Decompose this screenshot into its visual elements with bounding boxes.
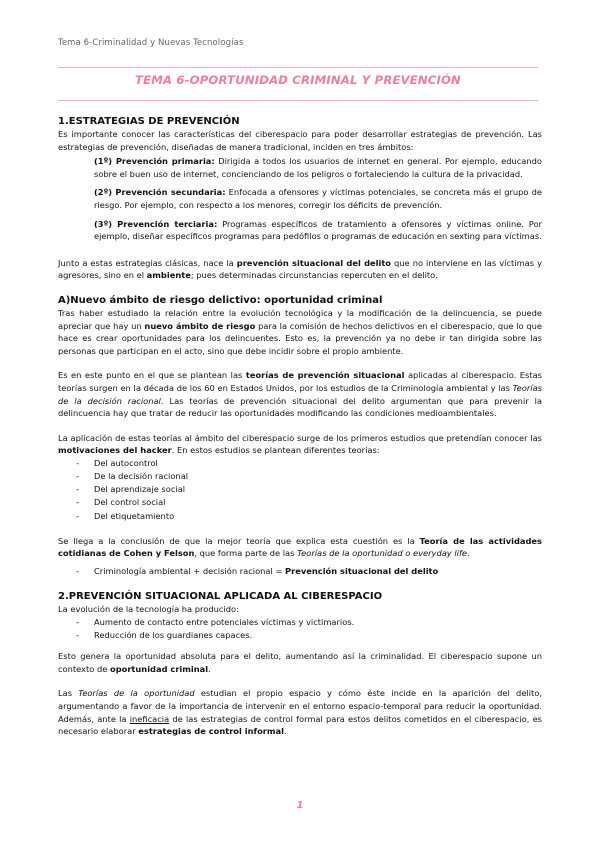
subsection-a-paragraph-4 bbox=[58, 535, 542, 560]
list-item: - Del control social bbox=[76, 496, 542, 509]
list-item: - Del etiquetamiento bbox=[76, 510, 542, 523]
section-2-paragraph-1 bbox=[58, 650, 542, 675]
prevention-primaria-text: Dirigida a todos los usuarios de internet en general. Por ejemplo, educando sobre el buen uso de internet, concienciando de los peligros o fortaleciendo la cultura de la privacidad. bbox=[94, 156, 542, 179]
formula-item bbox=[76, 565, 542, 578]
text-run: Es en este punto en el que se plantean las bbox=[58, 370, 246, 381]
text-run: que no interviene en las víctimas y agresores, sino en el bbox=[58, 257, 542, 281]
text-run: para la comisión de hechos delictivos en el ciberespacio, que lo que hace es crear oportunidades para los delincuentes. Esto es, la prevención ya no debe ir tan dirigida sobre las personas que participan en el acto, sino que debe incidir sobre el propio ambiente. bbox=[58, 320, 542, 356]
text-run-bold: motivaciones del hacker bbox=[58, 445, 172, 456]
formula-list bbox=[58, 565, 542, 578]
text-run-bold: estrategias de control informal bbox=[138, 726, 284, 737]
subsection-a-paragraph-2 bbox=[58, 369, 542, 419]
text-run: . Las teorías de prevención situacional del delito argumentan que para prevenir la delincuencia hay que tratar de reducir las oportunidades modificando las condiciones medioambientales. bbox=[58, 395, 542, 419]
prevention-secundaria bbox=[94, 186, 542, 211]
text-run: estudian el propio espacio y cómo éste incide en la aparición del delito, argumentando a favor de la importancia de intervenir en el entorno espacio-temporal para reducir la oportunidad. Además, ante la bbox=[58, 688, 543, 724]
document-title: TEMA 6-OPORTUNIDAD CRIMINAL Y PREVENCIÓN bbox=[135, 73, 461, 87]
text-run: , que forma parte de las bbox=[194, 548, 298, 559]
text-run: Criminología ambiental + decisión racional = bbox=[94, 566, 286, 577]
text-run: Las bbox=[58, 688, 79, 699]
text-run: Tras haber estudiado la relación entre la evolución tecnológica y la modificación de la delincuencia, se puede apreciar que hay un bbox=[58, 307, 542, 331]
section-1-heading: 1.ESTRATEGIAS DE PREVENCIÓN bbox=[58, 116, 240, 127]
text-run-bold: ambiente bbox=[146, 270, 191, 281]
prevention-terciaria-text: Programas específicos de tratamiento a ofensores y víctimas online. Por ejemplo, diseñar específicos programas para pedófilos o programas de educación en sexting para víctimas. bbox=[94, 218, 542, 242]
list-item: - Del autocontrol bbox=[76, 457, 542, 470]
prevention-primaria bbox=[94, 155, 542, 180]
theories-list bbox=[58, 457, 542, 523]
subsection-a-heading: A)Nuevo ámbito de riesgo delictivo: oportunidad criminal bbox=[58, 294, 383, 306]
subsection-a-paragraph-3 bbox=[58, 432, 542, 457]
text-run: Se llega a la conclusión de que la mejor teoría que explica esta cuestión es la bbox=[58, 535, 420, 546]
prevention-secundaria-label: (2º) Prevención secundaria: bbox=[94, 187, 226, 198]
effects-list bbox=[58, 616, 542, 642]
list-item: - Aumento de contacto entre potenciales víctimas y victimarios. bbox=[76, 616, 542, 629]
situational-prevention-paragraph bbox=[58, 257, 542, 282]
prevention-terciaria bbox=[94, 218, 542, 243]
text-run: Esto genera la oportunidad absoluta para el delito, aumentando así la criminalidad. El ciberespacio supone un contexto de bbox=[58, 651, 542, 674]
text-run-underline: ineficacia bbox=[129, 713, 170, 724]
text-run-bold: prevención situacional del delito bbox=[236, 257, 391, 268]
text-run-italic: Teorías de la oportunidad o everyday life bbox=[297, 548, 467, 559]
list-item: - De la decisión racional bbox=[76, 470, 542, 483]
text-run: . En estos estudios se plantean diferentes teorías: bbox=[171, 445, 380, 456]
text-run: ; pues determinadas circunstancias repercuten en el delito. bbox=[190, 270, 438, 281]
list-item: - Reducción de los guardianes capaces. bbox=[76, 629, 542, 642]
prevention-levels bbox=[58, 155, 542, 243]
prevention-primaria-label: (1º) Prevención primaria: bbox=[94, 156, 215, 167]
running-header: Tema 6-Criminalidad y Nuevas Tecnologías bbox=[58, 38, 244, 48]
text-run: . bbox=[208, 663, 211, 674]
title-rule-bottom bbox=[58, 100, 538, 101]
section-2-heading: 2.PREVENCIÓN SITUACIONAL APLICADA AL CIBERESPACIO bbox=[58, 591, 383, 603]
page-number: 1 bbox=[296, 800, 304, 811]
document-body bbox=[58, 115, 542, 738]
text-run: . bbox=[466, 548, 470, 559]
text-run-bold: Teoría de las actividades cotidianas de Cohen y Felson bbox=[58, 535, 542, 559]
title-rule-top bbox=[58, 67, 538, 68]
text-run-bold: oportunidad criminal bbox=[110, 663, 209, 674]
list-item: - Del aprendizaje social bbox=[76, 483, 542, 496]
text-run: Junto a estas estrategias clásicas, nace la bbox=[58, 257, 237, 268]
text-run: La aplicación de estas teorías al ámbito del ciberespacio surge de los primeros estudios que pretendían conocer las bbox=[58, 432, 542, 443]
section-1-intro: Es importante conocer las características del ciberespacio para poder desarrollar estrategias de prevención. Las estrategias de prevención, diseñadas de manera tradicional, inciden en tres ámbitos: bbox=[58, 129, 542, 152]
section-2-paragraph-2 bbox=[58, 687, 542, 737]
prevention-terciaria-label: (3º) Prevención terciaria: bbox=[94, 218, 218, 229]
text-run-bold: Prevención situacional del delito bbox=[285, 566, 439, 577]
text-run: de las estrategias de control formal para estos delitos cometidos en el ciberespacio, es necesario elaborar bbox=[58, 713, 543, 737]
text-run-italic: Teorías de la oportunidad bbox=[78, 688, 195, 699]
text-run: aplicadas al ciberespacio. Estas teorías surgen en la década de los 60 en Estados Unidos, por los estudios de la Criminología ambiental y las bbox=[58, 370, 542, 393]
text-run-italic: Teorías de la decisión racional bbox=[58, 382, 542, 406]
text-run: . bbox=[283, 726, 287, 737]
prevention-secundaria-text: Enfocada a ofensores y víctimas potenciales, se concreta más el grupo de riesgo. Por ejemplo, con respecto a los menores, corregir los déficits de prevención. bbox=[94, 187, 542, 210]
section-2-intro: La evolución de la tecnología ha producido: bbox=[58, 604, 239, 615]
subsection-a-paragraph-1 bbox=[58, 307, 542, 357]
text-run-bold: teorías de prevención situacional bbox=[245, 370, 405, 381]
text-run-bold: nuevo ámbito de riesgo bbox=[144, 320, 256, 331]
